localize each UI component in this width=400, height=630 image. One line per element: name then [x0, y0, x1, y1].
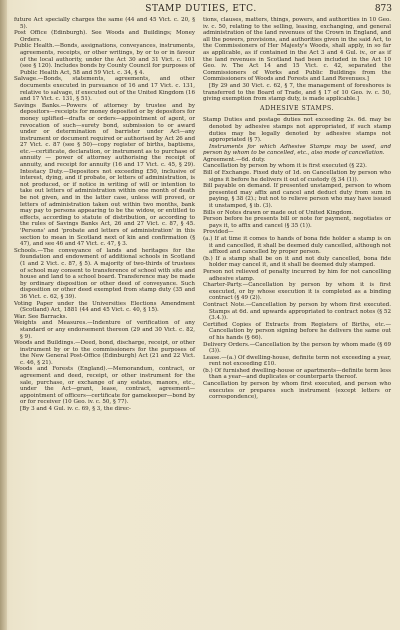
- paragraph: (b.) Of furnished dwelling-house or apartments—definite term less than a year—and duplicates or counterparts thereof.: [203, 367, 391, 381]
- paragraph: Public Health.—Bonds, assignations, conveyances, instruments, agreements, receipts, or other writings, by or to or in favour of the local authority, under the Act 30 and 31 Vict. c. 101 (see § 120). Includes bonds by County Council for purposes of Public Health Act, 58 and 59 Vict. c. 34, § 4.: [14, 43, 195, 76]
- paragraph: War. See Barracks.: [14, 313, 68, 320]
- paragraph: Cancellation by person by whom first executed, and person who executes or prepares such instrument (except letters or correspondence),: [203, 381, 391, 401]
- left-column: [14, 17, 195, 413]
- paragraph: Woods and Forests (England).—Memorandum, contract, or agreement and deed, receipt, or other instrument for the sale, purchase, or exchange of any estates, manors, etc., under the Act—grant, lease, contract, agreement—appointment of officers—certificate for gamekeeper—bond by or for receiver (10 Geo. iv. c. 50, § 77).: [14, 366, 195, 406]
- paragraph: Bill payable on demand. If presented unstamped, person to whom presented may affix and cancel and deduct duty from sum in paying, § 38 (2).; but not to relieve person who may have issued it unstamped, § ib. (3).: [203, 183, 391, 210]
- page-number: 873: [374, 4, 392, 14]
- paragraph: Schools.—The conveyance of lands and heritages for the foundation and endowment of additional schools in Scotland (1 and 2 Vict. c. 87, § 5). A majority of two-thirds of trustees of school may consent to transference of school with site and house and land to a school board. Transference may be made by ordinary disposition or other deed of conveyance. Such disposition or other deed exempted from stamp duty (35 and 36 Vict. c. 62, § 39).: [14, 247, 195, 300]
- paragraph: Certified Copies of Extracts from Registers of Births, etc.—Cancellation by person signing before he delivers the same out of his hands (§ 66).: [203, 321, 391, 341]
- page-binding-edge: [0, 0, 7, 630]
- paragraph: Person before he presents bill or note for payment, negotiates or pays it, to affix and cancel (§ 35 (1)).: [203, 216, 391, 229]
- paragraph: Cancellation by person by whom it is first executed (§ 22).: [203, 163, 367, 170]
- paragraph: Woods and Buildings.—Deed, bond, discharge, receipt, or other instrument by or to the commissioners for the purposes of the New General Post-Office (Edinburgh) Act (21 and 22 Vict. c. 46, § 21).: [14, 340, 195, 366]
- paragraph: Bill of Exchange. Fixed duty of 1d. on Cancellation by person who signs it before he delivers it out of custody (§ 34 (1)).: [203, 170, 391, 183]
- paragraph: Salvage.—Bonds, statements, agreements, and other documents executed in pursuance of 16 and 17 Vict. c. 131, relative to salvage, if executed out of the United Kingdom (16 and 17 Vict. c. 131, § 51).: [14, 76, 195, 103]
- paragraph: Contract Note.—Cancellation by person by whom first executed. Stamps at 6d. and upwards appropriated to contract notes (§ 52 (3.4.)).: [203, 301, 391, 322]
- paragraph: Delivery Orders.—Cancellation by the person by whom made (§ 69 (3)).: [203, 341, 391, 355]
- paragraph: Charter-Party.—Cancellation by person by whom it is first executed, or by whose execution it is completed as a binding contract (§ 49 (2)).: [203, 282, 391, 302]
- paragraph: Post Office (Edinburgh). See Woods and Buildings; Money Orders.: [14, 30, 195, 43]
- paragraph: Savings Banks.—Powers of attorney by trustee and by depositors—receipts for money deposited or by depositors for money uplifted—drafts or orders—appointment of agent, or revocation of such—surety bond, submission to or award under or determination of barrister under Act—any instrument or document required or authorised by Act 26 and 27 Vict. c. 87 (see § 50)—copy register of births, baptisms, etc.—certificate, declaration, or instrument as to purchase of annuity — power of attorney authorising the receipt of annuity, and receipt for annuity (16 and 17 Vict. c. 45, § 29). Intestacy Duty.—Depositors not exceeding £50, inclusive of interest, dying, and if probate, or letters of administration, is not produced, or if notice in writing of will or intention to take out letters of administration within one month of death be not given, and in the latter case, unless will proved, or letters of administration taken out within two months, bank may pay to persons appearing to be the widow, or entitled to effects, according to statute of distribution, or according to the rules of Savings Banks Act, 26 and 27 Vict. c. 87, § 45. 'Persons' and 'probate and letters of administration' in this section to mean in Scotland next of kin and confirmation (§ 47), and see 46 and 47 Vict. c. 47, § 3.: [14, 102, 195, 248]
- paragraph: Weights and Measures.—Indenture of verification of any standard or any endorsement thereon (29 and 30 Vict. c. 82, § 9).: [14, 320, 195, 340]
- paragraph: Bills or Notes drawn or made out of United Kingdom.: [203, 209, 354, 216]
- paragraph: Agreement.—6d. duty.: [203, 156, 266, 163]
- paragraph: (a.) If at time it comes to hands of bona fide holder a stamp is on it and cancelled, it shall be deemed duly cancelled, although not affixed and cancelled by proper person.: [203, 236, 391, 256]
- paragraph: Person not relieved of penalty incurred by him for not cancelling adhesive stamp.: [203, 268, 391, 282]
- running-header: [10, 4, 392, 18]
- paragraph: [By 29 and 30 Vict. c. 62, § 7, the management of foreshores is transferred to the Board of Trade, and § 17 of 10 Geo. iv. c. 50, giving exemption from stamp duty, is made applicable.]: [203, 82, 391, 103]
- paragraph: future Act specially charges the same (44 and 45 Vict. c. 20, § 5).: [14, 17, 195, 30]
- running-title: STAMP DUTIES, ETC.: [145, 4, 257, 14]
- paragraph: tions, clauses, matters, things, powers, and authorities in 10 Geo. iv. c. 50, relating to the selling, leasing, exchanging, and general administration of the land revenues of the Crown in England, and all the powers, provisions, and authorities given in the said Act, to the Commissioners of Her Majesty's Woods, shall apply, in so far as applicable, as if contained in the Act 3 and 4 Gul. iv., or as if the land revenues in Scotland had been included in the Act 10 Geo. iv. The Act 14 and 15 Vict. c. 42, separated the Commissioners of Works and Public Buildings from the Commissioners of Woods and Forests and Land Revenues.]: [203, 17, 391, 83]
- paragraph: [By 3 and 4 Gul. iv. c. 69, § 3, the direc-: [20, 406, 131, 413]
- paragraph: Voting Paper under the Universities Elections Amendment (Scotland) Act, 1881 (44 and 45 Vict. c. 40, § 15).: [14, 300, 195, 314]
- paragraph: Lease.—(a.) Of dwelling-house, definite term not exceeding a year, rent not exceeding £10.: [203, 354, 391, 368]
- right-column: [203, 17, 391, 401]
- paragraph: Stamp Duties and postage duties not exceeding 2s. 6d. may be denoted by adhesive stamps not appropriated, if such stamp duties may be legally denoted by adhesive stamps not appropriated (§ 7).: [203, 117, 391, 144]
- paragraph: Instruments for which Adhesive Stamps may be used, and person by whom to be cancelled, etc., also mode of cancellation.: [203, 143, 391, 157]
- section-divider: [277, 114, 317, 115]
- section-heading: ADHESIVE STAMPS.: [260, 104, 334, 112]
- paragraph: Provided—: [203, 229, 234, 236]
- paragraph: (b.) If a stamp shall be on it and not duly cancelled, bona fide holder may cancel it, and it shall be deemed duly stamped.: [203, 255, 391, 269]
